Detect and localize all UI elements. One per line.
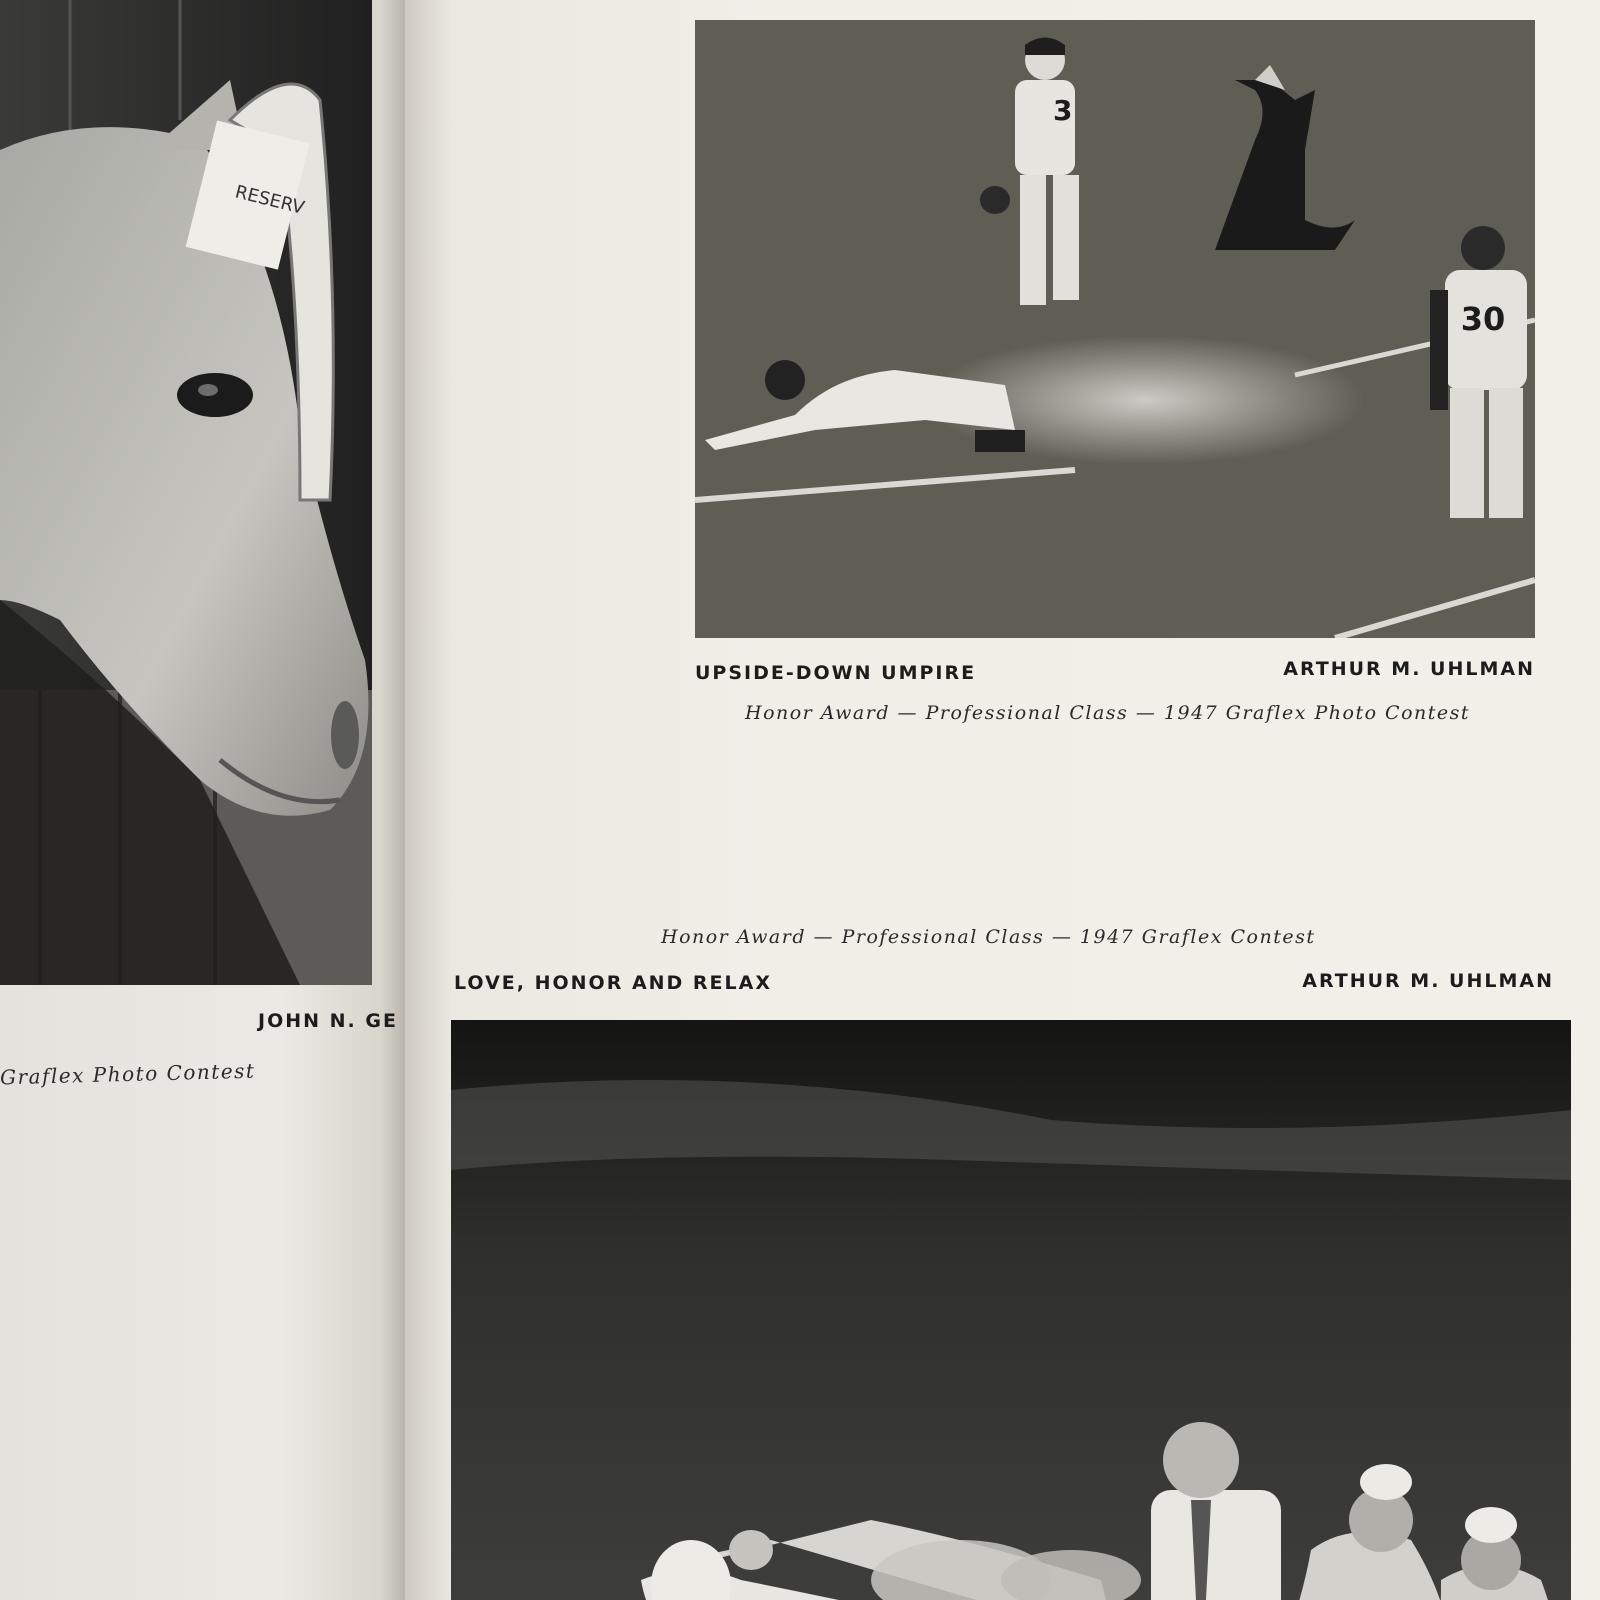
wedding-photo-graphic (451, 1020, 1571, 1600)
baseball-photo (695, 20, 1535, 638)
left-page (0, 0, 405, 1600)
horse-photo (0, 0, 372, 985)
ribbon-badge-text: RESERV (232, 181, 307, 219)
bottom-photo-photographer: ARTHUR M. UHLMAN (1302, 970, 1554, 992)
horse-photo-graphic (0, 0, 372, 985)
bottom-photo-award: Honor Award — Professional Class — 1947 Graflex Contest (661, 926, 1316, 948)
baseball-photo-graphic (695, 20, 1535, 638)
bottom-photo-title: LOVE, HONOR AND RELAX (454, 972, 773, 994)
top-photo-award: Honor Award — Professional Class — 1947 Graflex Photo Contest (745, 702, 1471, 724)
jersey-number-30: 30 (1460, 300, 1506, 338)
top-photo-title: UPSIDE-DOWN UMPIRE (695, 662, 977, 684)
horse-photographer-credit: JOHN N. GE (258, 1010, 398, 1032)
horse-award-fragment: Graflex Photo Contest (0, 1058, 256, 1090)
top-photo-photographer: ARTHUR M. UHLMAN (1283, 658, 1535, 680)
right-page (405, 0, 1600, 1600)
jersey-number-3: 3 (1053, 94, 1073, 127)
wedding-picnic-photo (451, 1020, 1571, 1600)
